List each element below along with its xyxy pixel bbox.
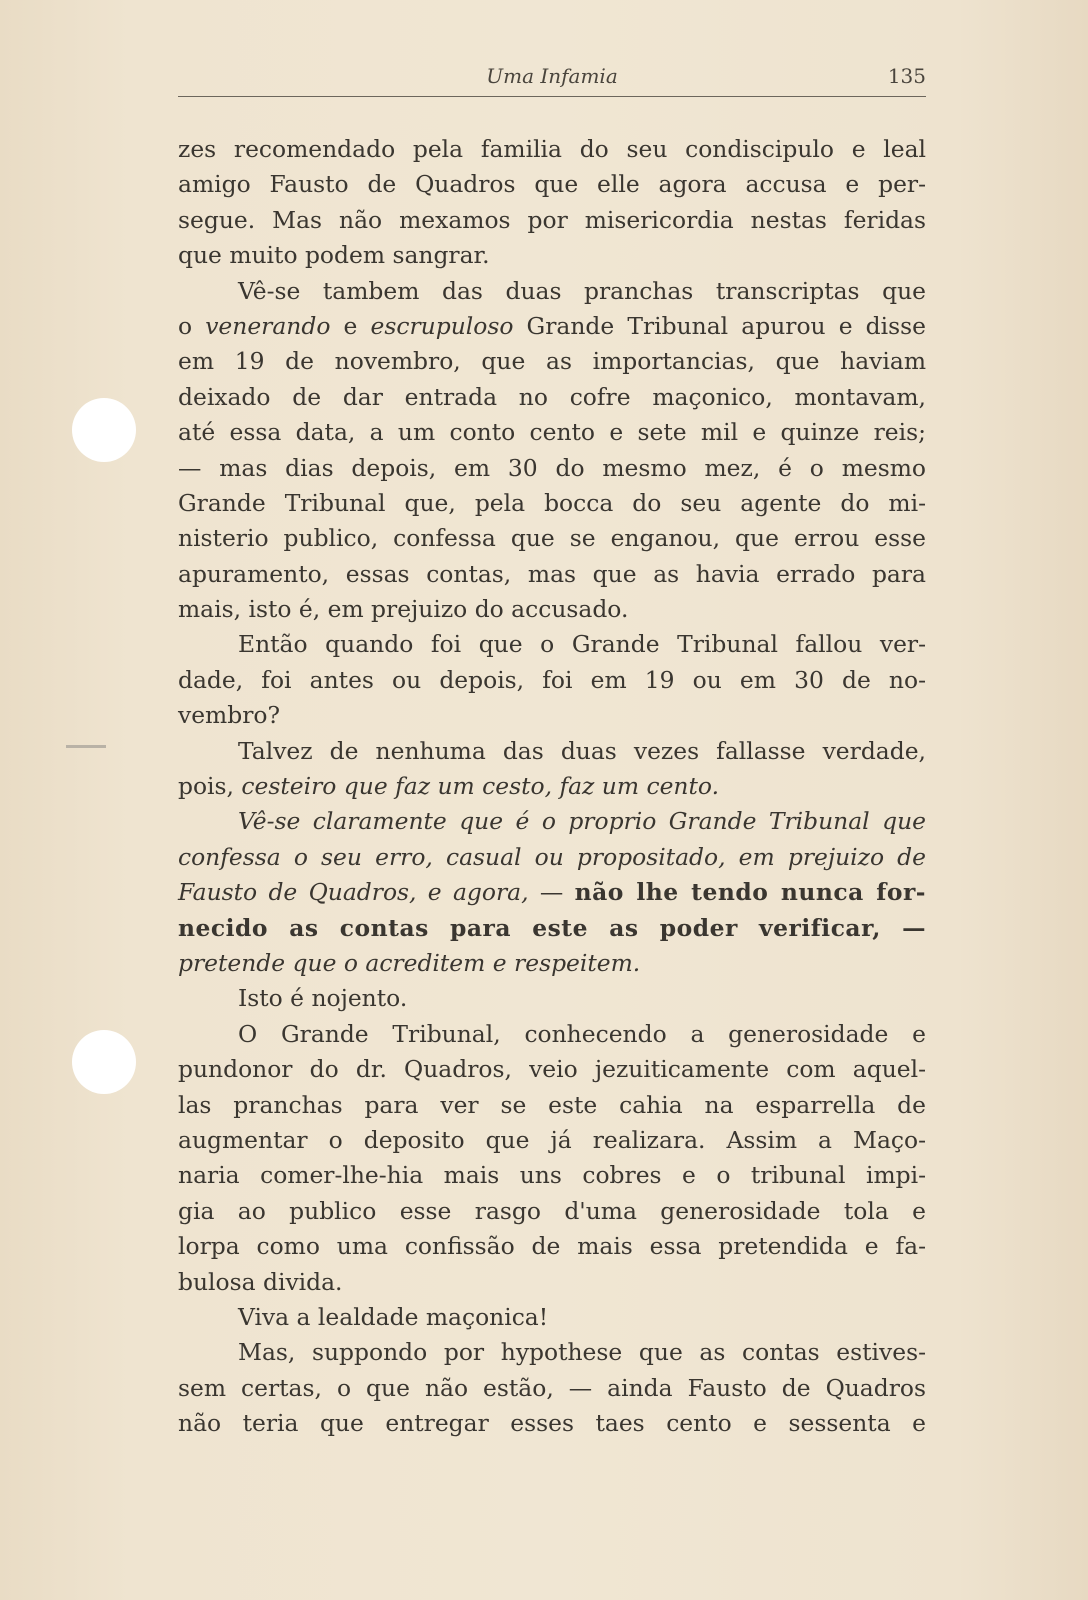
italic-segment: Vê-se claramente que é o proprio Grande Tribunal que [238, 807, 926, 836]
running-title: Uma Infamia [486, 64, 618, 88]
text-line: mais, isto é, em prejuizo do accusado. [178, 595, 629, 624]
text-line: segue. Mas não mexamos por misericordia nestas feridas [178, 205, 926, 234]
text-line: Viva a lealdade maçonica! [238, 1302, 549, 1331]
text-segment: e [330, 311, 371, 340]
text-segment: pois, [178, 772, 242, 801]
page-number: 135 [887, 64, 926, 88]
text-line [178, 309, 926, 344]
italic-segment: cesteiro que faz um cesto, faz um cento. [241, 772, 719, 801]
text-line: Talvez de nenhuma das duas vezes fallasse verdade, [238, 736, 926, 765]
text-line: em 19 de novembro, que as importancias, que haviam [178, 347, 926, 376]
text-line: que muito podem sangrar. [178, 241, 490, 270]
text-line: O Grande Tribunal, conhecendo a generosidade e [238, 1019, 926, 1048]
punch-hole-bottom [72, 1030, 136, 1094]
italic-segment: Fausto de Quadros, e agora, [178, 878, 529, 907]
text-line: zes recomendado pela familia do seu condiscipulo e leal [178, 135, 926, 163]
text-line: augmentar o deposito que já realizara. Assim a Maço- [178, 1125, 926, 1154]
text-line: lorpa como uma confissão de mais essa pretendida e fa- [178, 1232, 926, 1261]
text-line [178, 804, 926, 839]
text-line: — mas dias depois, em 30 do mesmo mez, é o mesmo [178, 453, 926, 482]
text-line: pundonor do dr. Quadros, veio jezuiticamente com aquel- [178, 1055, 926, 1084]
italic-segment: venerando [205, 311, 331, 340]
bold-segment: necido as contas para este as poder verificar, — [178, 913, 926, 942]
text-line: Vê-se tambem das duas pranchas transcriptas que [238, 276, 926, 305]
text-line: Grande Tribunal que, pela bocca do seu agente do mi- [178, 488, 926, 517]
paper-mark [66, 745, 106, 748]
text-line [178, 946, 926, 981]
text-line: não teria que entregar esses taes cento e sessenta e [178, 1409, 926, 1438]
bold-segment: não lhe tendo nunca for- [574, 878, 927, 907]
text-line: Mas, suppondo por hypothese que as contas estives- [238, 1338, 926, 1367]
text-line: sem certas, o que não estão, — ainda Fausto de Quadros [178, 1373, 926, 1402]
italic-segment: confessa o seu erro, casual ou propositado, em prejuizo de [178, 842, 926, 871]
text-line: las pranchas para ver se este cahia na esparrella de [178, 1090, 926, 1119]
text-line: bulosa divida. [178, 1267, 343, 1296]
text-line: Então quando foi que o Grande Tribunal fallou ver- [238, 630, 926, 659]
italic-segment: pretende que o acreditem e respeitem. [178, 948, 641, 977]
text-segment: Grande Tribunal apurou e disse [513, 311, 926, 340]
text-segment: o [178, 311, 206, 340]
text-line: apuramento, essas contas, mas que as havia errado para [178, 559, 926, 588]
punch-hole-top [72, 398, 136, 462]
text-line: nisterio publico, confessa que se enganou, que errou esse [178, 524, 926, 553]
text-line: gia ao publico esse rasgo d'uma generosidade tola e [178, 1196, 926, 1225]
text-line: dade, foi antes ou depois, foi em 19 ou em 30 de no- [178, 665, 926, 694]
italic-segment: escrupuloso [370, 311, 514, 340]
text-line: naria comer-lhe-hia mais uns cobres e o tribunal impi- [178, 1161, 926, 1190]
body-text [178, 132, 926, 1441]
text-line: deixado de dar entrada no cofre maçonico, montavam, [178, 382, 926, 411]
text-line [178, 875, 926, 910]
text-line: vembro? [178, 701, 281, 730]
page-header [178, 62, 926, 97]
text-line [178, 769, 926, 804]
text-line: amigo Fausto de Quadros que elle agora accusa e per- [178, 170, 926, 199]
text-line: até essa data, a um conto cento e sete mil e quinze reis; [178, 418, 926, 447]
text-line: Isto é nojento. [238, 984, 408, 1013]
text-line [178, 911, 926, 946]
text-segment: — [528, 878, 575, 907]
text-line [178, 840, 926, 875]
